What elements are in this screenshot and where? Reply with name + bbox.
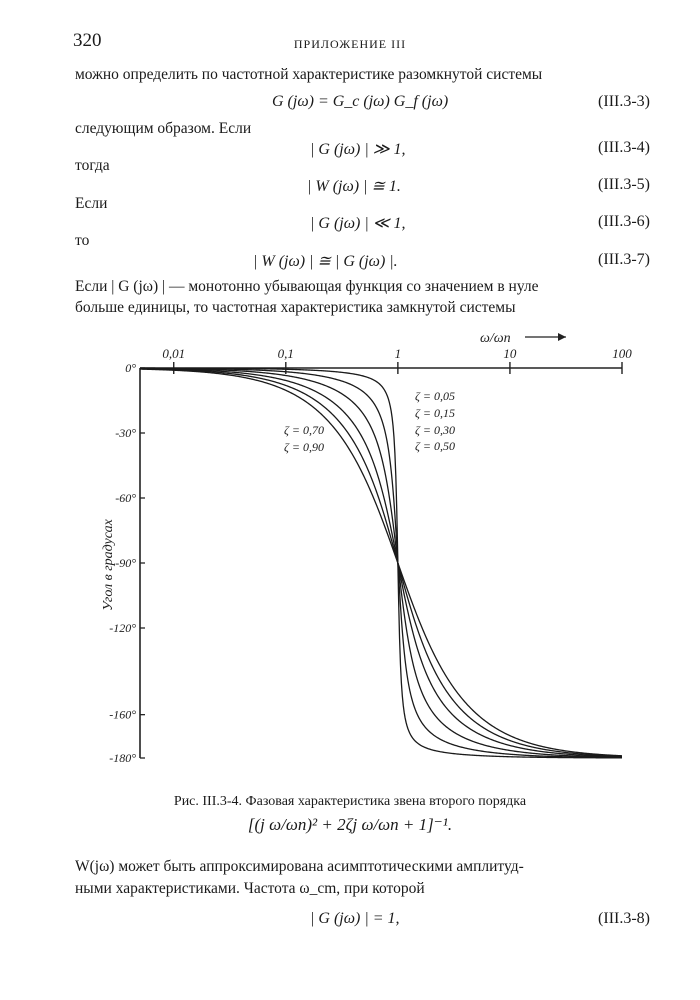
page-number: 320 [73, 30, 102, 51]
series-label: ζ = 0,50 [415, 439, 455, 453]
series-label: ζ = 0,70 [284, 423, 324, 437]
equation-number: (III.3-4) [598, 139, 650, 156]
text-line: W(jω) может быть аппроксимирована асимптотическими амплитуд- [75, 858, 524, 875]
figure-caption: Рис. III.3-4. Фазовая характеристика звена второго порядка [173, 794, 527, 809]
y-tick-label: -180° [109, 751, 136, 765]
y-tick-label: 0° [125, 361, 136, 375]
equation: | G (jω) | = 1, [310, 910, 400, 927]
series-label: ζ = 0,15 [415, 406, 455, 420]
phase-response-chart [0, 320, 700, 790]
y-tick-label: -160° [109, 707, 136, 722]
text-line: следующим образом. Если [75, 120, 252, 137]
text-line: то [75, 232, 90, 249]
series-label: ζ = 0,05 [415, 389, 455, 403]
equation-number: (III.3-8) [598, 910, 650, 927]
series-line [140, 368, 622, 757]
text-line: тогда [75, 157, 110, 174]
y-tick-label: -30° [115, 426, 136, 440]
equation: | W (jω) | ≅ 1. [307, 178, 401, 195]
series-line [140, 368, 622, 758]
running-title: ПРИЛОЖЕНИЕ III [293, 37, 407, 51]
chart-curves [140, 368, 622, 758]
series-line [140, 369, 622, 757]
equation-number: (III.3-5) [598, 176, 650, 193]
series-label: ζ = 0,30 [415, 423, 455, 437]
x-tick-label: 0,01 [162, 346, 186, 361]
equation: | W (jω) | ≅ | G (jω) |. [253, 253, 398, 270]
series-line [140, 369, 622, 756]
series-line [140, 368, 622, 757]
text-line: больше единицы, то частотная характеристика замкнутой системы [75, 299, 516, 316]
chart-labels [101, 331, 632, 765]
x-tick-label: 1 [394, 346, 402, 361]
text-line: Если [75, 195, 108, 212]
x-tick-label: 100 [612, 346, 632, 361]
x-tick-label: 0,1 [277, 346, 294, 361]
x-axis-label: ω/ωn [480, 331, 511, 346]
y-tick-label: -90° [115, 556, 136, 570]
text-line: можно определить по частотной характеристике разомкнутой системы [75, 66, 543, 83]
y-tick-label: -60° [115, 491, 136, 505]
y-tick-label: -120° [109, 621, 136, 635]
y-axis-label: Угол в градусах [101, 519, 116, 611]
equation: | G (jω) | ≪ 1, [310, 215, 406, 232]
equation: G (jω) = G_c (jω) G_f (jω) [272, 93, 449, 110]
figure-caption-formula: [(j ω/ωn)² + 2ζj ω/ωn + 1]⁻¹. [247, 815, 453, 834]
series-line [140, 369, 622, 756]
equation-number: (III.3-6) [598, 213, 650, 230]
text-line: ными характеристиками. Частота ω_cm, при которой [75, 880, 425, 897]
equation-number: (III.3-7) [598, 251, 650, 268]
equation-number: (III.3-3) [598, 93, 650, 110]
text-line: Если | G (jω) | — монотонно убывающая функция со значением в нуле [75, 278, 539, 295]
series-label: ζ = 0,90 [284, 440, 324, 454]
x-axis-arrowhead [558, 333, 566, 341]
equation: | G (jω) | ≫ 1, [310, 141, 406, 158]
chart-axes [140, 333, 622, 758]
x-tick-label: 10 [503, 346, 517, 361]
